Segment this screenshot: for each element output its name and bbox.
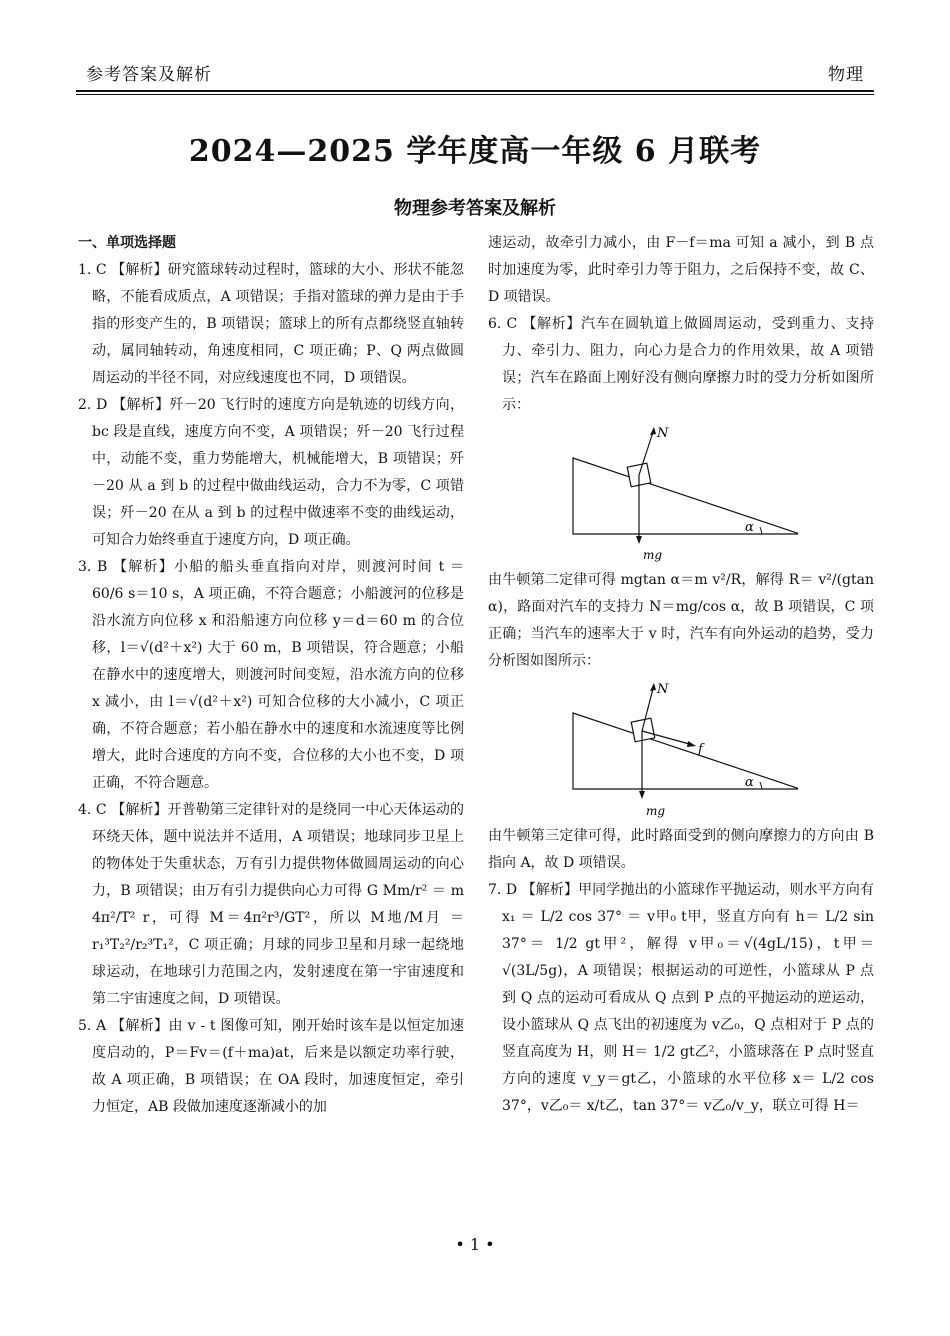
answer-6: 6. C 【解析】汽车在圆轨道上做圆周运动，受到重力、支持力、牵引力、阻力，向心力是合力的作用效果，故 A 项错误；汽车在路面上刚好没有侧向摩擦力时的受力分析如图所示：: [488, 316, 874, 413]
gravity-arrow: [639, 791, 645, 799]
force-diagram-1: [488, 423, 874, 565]
header-right: 物理: [828, 65, 864, 85]
answer-7: 7. D 【解析】甲同学抛出的小篮球作平抛运动，则水平方向有 x₁ ＝ L/2 cos 37° ＝ v甲₀ t甲，竖直方向有 h＝ L/2 sin 37°＝ 1/2 gt甲²，解得 v甲₀＝√(4gL/15)，t甲＝√(3L/5g)，A 项错误；根据运动的可逆性，小篮球从 P 点到 Q 点的运动可看成从 Q 点到 P 点的平抛运动的逆运动，设小篮球从 Q 点飞出的初速度为 v乙₀，Q 点相对于 P 点的竖直高度为 H，则 H＝ 1/2 gt乙²，小篮球落在 P 点时竖直方向的速度 v_y＝gt乙，小篮球的水平位移 x＝ L/2 cos 37°，v乙₀＝ x/t乙，tan 37°＝ v乙₀/v_y，联立可得 H＝: [488, 882, 874, 1114]
gravity-arrow: [636, 536, 642, 544]
header-rule: [76, 90, 874, 92]
normal-force-arrow: [650, 683, 656, 691]
left-column: [78, 230, 464, 1121]
friction-arrow: [687, 741, 696, 747]
label-alpha: α: [745, 520, 754, 535]
answer-6-derivation: 由牛顿第二定律可得 mgtan α＝m v²/R，解得 R＝ v²/(gtan α)，路面对汽车的支持力 N＝mg/cos α，故 B 项错误，C 项正确；当汽车的速率大于 v 时，汽车有向外运动的趋势，受力分析图如图所示：: [488, 572, 874, 669]
page-number: • 1 •: [455, 1235, 495, 1254]
right-column: [488, 230, 874, 1120]
normal-force-arrow: [650, 427, 656, 435]
slope-triangle: [573, 458, 798, 534]
answer-1: 1. C 【解析】研究篮球转动过程时，篮球的大小、形状不能忽略，不能看成质点，A 项错误；手指对篮球的弹力是由于手指的形变产生的，B 项错误；篮球上的所有点都绕竖直轴转动，属同轴转动，角速度相同，C 项正确；P、Q 两点做圆周运动的半径不同，对应线速度也不同，D 项错误。: [78, 262, 464, 386]
section-heading: 一、单项选择题: [78, 235, 176, 251]
label-mg: mg: [646, 804, 666, 818]
header-left: 参考答案及解析: [86, 65, 212, 85]
answer-3: 3. B 【解析】小船的船头垂直指向对岸，则渡河时间 t ＝ 60/6 s＝10 s，A 项正确，不符合题意；小船渡河的位移是沿水流方向位移 x 和沿船速方向位移 y＝d＝60 m 的合位移，l＝√(d²＋x²) 大于 60 m，B 项错误，符合题意；小船在静水中的速度增大，则渡河时间变短，沿水流方向的位移 x 减小，由 l＝√(d²＋x²) 可知合位移的大小减小，C 项正确，不符合题意；若小船在静水中的速度和水流速度等比例增大，此时合速度的方向不变，合位移的大小也不变，D 项正确，不符合题意。: [78, 559, 464, 791]
car-block: [631, 718, 655, 742]
answer-2: 2. D 【解析】歼－20 飞行时的速度方向是轨迹的切线方向，bc 段是直线，速度方向不变，A 项错误；歼－20 飞行过程中，动能不变，重力势能增大，机械能增大，B 项错误；歼－20 从 a 到 b 的过程中做曲线运动，合力不为零，C 项错误；歼－20 在从 a 到 b 的过程中做速率不变的曲线运动，可知合力始终垂直于速度方向，D 项正确。: [78, 397, 464, 548]
answer-4: 4. C 【解析】开普勒第三定律针对的是绕同一中心天体运动的环绕天体，题中说法并不适用，A 项错误；地球同步卫星上的物体处于失重状态，万有引力提供物体做圆周运动的向心力，B 项错误；由万有引力提供向心力可得 G Mm/r² ＝ m 4π²/T² r，可得 M＝4π²r³/GT²，所以 M地/M月 ＝ r₁³T₂²/r₂³T₁²，C 项正确；月球的同步卫星和月球一起绕地球运动，在地球引力范围之内，发射速度在第一宇宙速度和第二宇宙速度之间，D 项错误。: [78, 802, 464, 1007]
answer-5-continued: 速运动，故牵引力减小，由 F－f＝ma 可知 a 减小，到 B 点时加速度为零，此时牵引力等于阻力，之后保持不变，故 C、D 项错误。: [488, 235, 874, 305]
answer-6-conclusion: 由牛顿第三定律可得，此时路面受到的侧向摩擦力的方向由 B 指向 A，故 D 项错误。: [488, 828, 874, 871]
label-N: N: [657, 682, 669, 697]
header-rule-thin: [76, 94, 874, 95]
force-diagram-2: [488, 679, 874, 821]
page-subtitle: 物理参考答案及解析: [394, 198, 556, 219]
label-mg: mg: [643, 548, 663, 562]
answer-5: 5. A 【解析】由 v - t 图像可知，刚开始时该车是以恒定加速度启动的，P＝Fv＝(f＋ma)at，后来是以额定功率行驶，故 A 项正确，B 项错误；在 OA 段时，加速度恒定，牵引力恒定，AB 段做加速度逐渐减小的加: [78, 1018, 464, 1115]
label-f: f: [698, 742, 703, 757]
slope-triangle: [573, 713, 798, 789]
label-alpha: α: [745, 775, 754, 790]
page-title: 2024—2025 学年度高一年级 6 月联考: [188, 134, 762, 169]
label-N: N: [657, 426, 669, 441]
